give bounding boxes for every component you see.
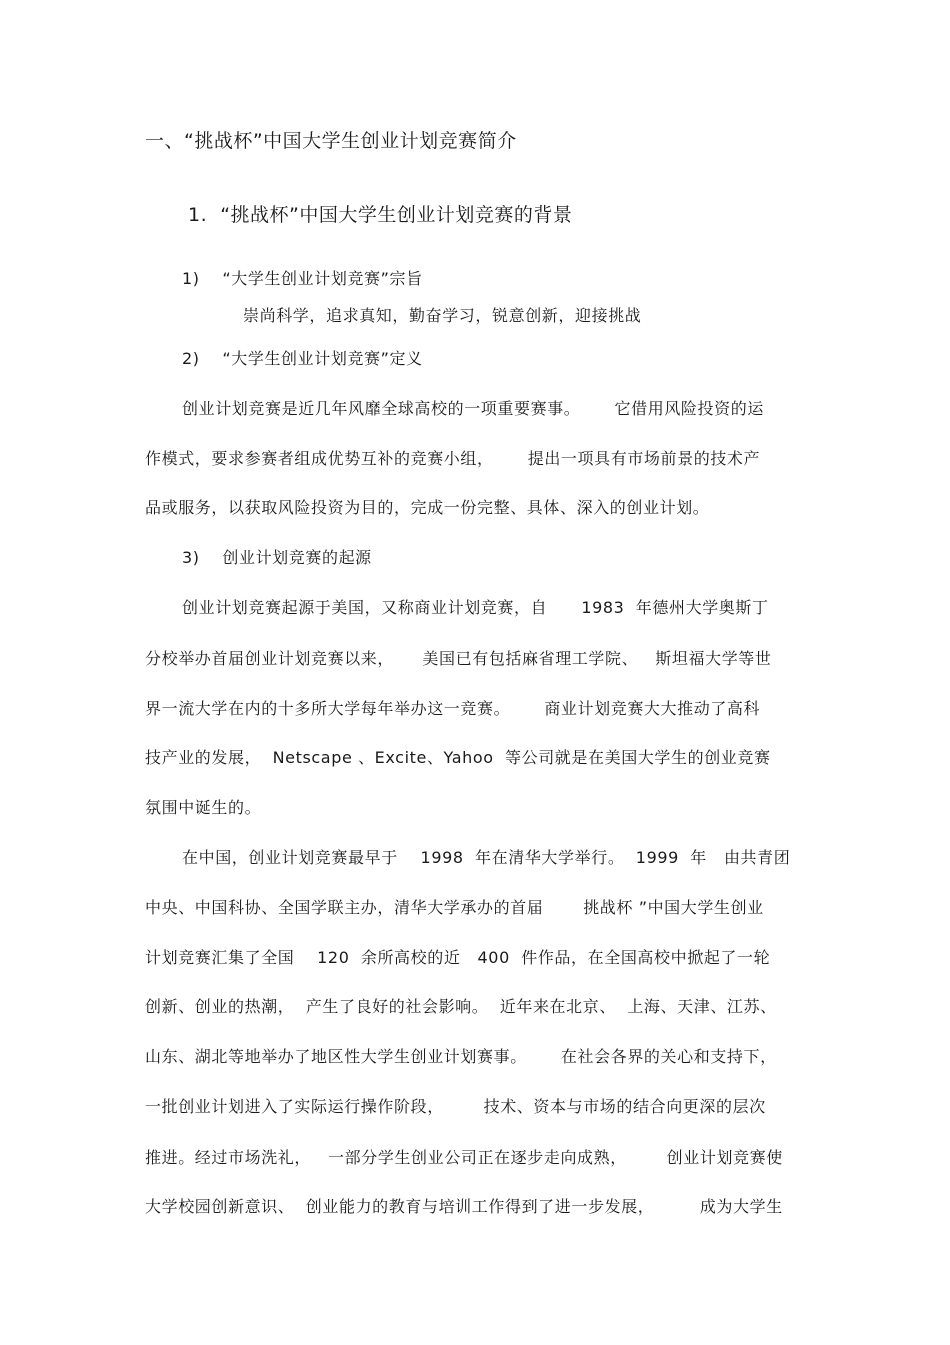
definition-line-2: 作模式，要求参赛者组成优势互补的竞赛小组， 提出一项具有市场前景的技术产 <box>145 449 761 468</box>
origin-line-1: 创业计划竞赛起源于美国，又称商业计划竞赛，自 1983 年德州大学奥斯丁 <box>182 598 769 617</box>
origin-line-3: 界一流大学在内的十多所大学每年举办这一竞赛。 商业计划竞赛大大推动了高科 <box>145 699 761 718</box>
origin-line-2: 分校举办首届创业计划竞赛以来， 美国已有包括麻省理工学院、 斯坦福大学等世 <box>145 649 772 668</box>
item-1-title: 1) “大学生创业计划竞赛”宗旨 <box>182 269 423 288</box>
subsection-heading: 1. “挑战杯”中国大学生创业计划竞赛的背景 <box>188 204 573 226</box>
china-line-8: 大学校园创新意识、 创业能力的教育与培训工作得到了进一步发展， 成为大学生 <box>145 1197 783 1216</box>
china-line-6: 一批创业计划进入了实际运行操作阶段， 技术、资本与市场的结合向更深的层次 <box>145 1097 766 1116</box>
china-line-1: 在中国，创业计划竞赛最早于 1998 年在清华大学举行。 1999 年 由共青团 <box>182 848 791 867</box>
section-heading: 一、“挑战杯”中国大学生创业计划竞赛简介 <box>145 130 517 152</box>
china-line-3: 计划竞赛汇集了全国 120 余所高校的近 400 件作品，在全国高校中掀起了一轮 <box>145 948 771 967</box>
definition-line-1: 创业计划竞赛是近几年风靡全球高校的一项重要赛事。 它借用风险投资的运 <box>182 399 764 418</box>
china-line-7: 推进。经过市场洗礼， 一部分学生创业公司正在逐步走向成熟， 创业计划竞赛使 <box>145 1148 783 1167</box>
definition-line-3: 品或服务，以获取风险投资为目的，完成一份完整、具体、深入的创业计划。 <box>145 498 710 517</box>
china-line-5: 山东、湖北等地举办了地区性大学生创业计划赛事。 在社会各界的关心和支持下， <box>145 1047 777 1066</box>
item-3-title: 3) 创业计划竞赛的起源 <box>182 548 372 567</box>
item-1-content: 崇尚科学，追求真知，勤奋学习，锐意创新，迎接挑战 <box>243 306 642 325</box>
origin-line-4: 技产业的发展， Netscape 、Excite、Yahoo 等公司就是在美国大学生的创业竞赛 <box>145 748 771 767</box>
china-line-4: 创新、创业的热潮， 产生了良好的社会影响。 近年来在北京、 上海、天津、江苏、 <box>145 997 777 1016</box>
origin-line-5: 氛围中诞生的。 <box>145 798 262 817</box>
china-line-2: 中央、中国科协、全国学联主办，清华大学承办的首届 挑战杯 ”中国大学生创业 <box>145 898 764 917</box>
item-2-title: 2) “大学生创业计划竞赛”定义 <box>182 349 423 368</box>
